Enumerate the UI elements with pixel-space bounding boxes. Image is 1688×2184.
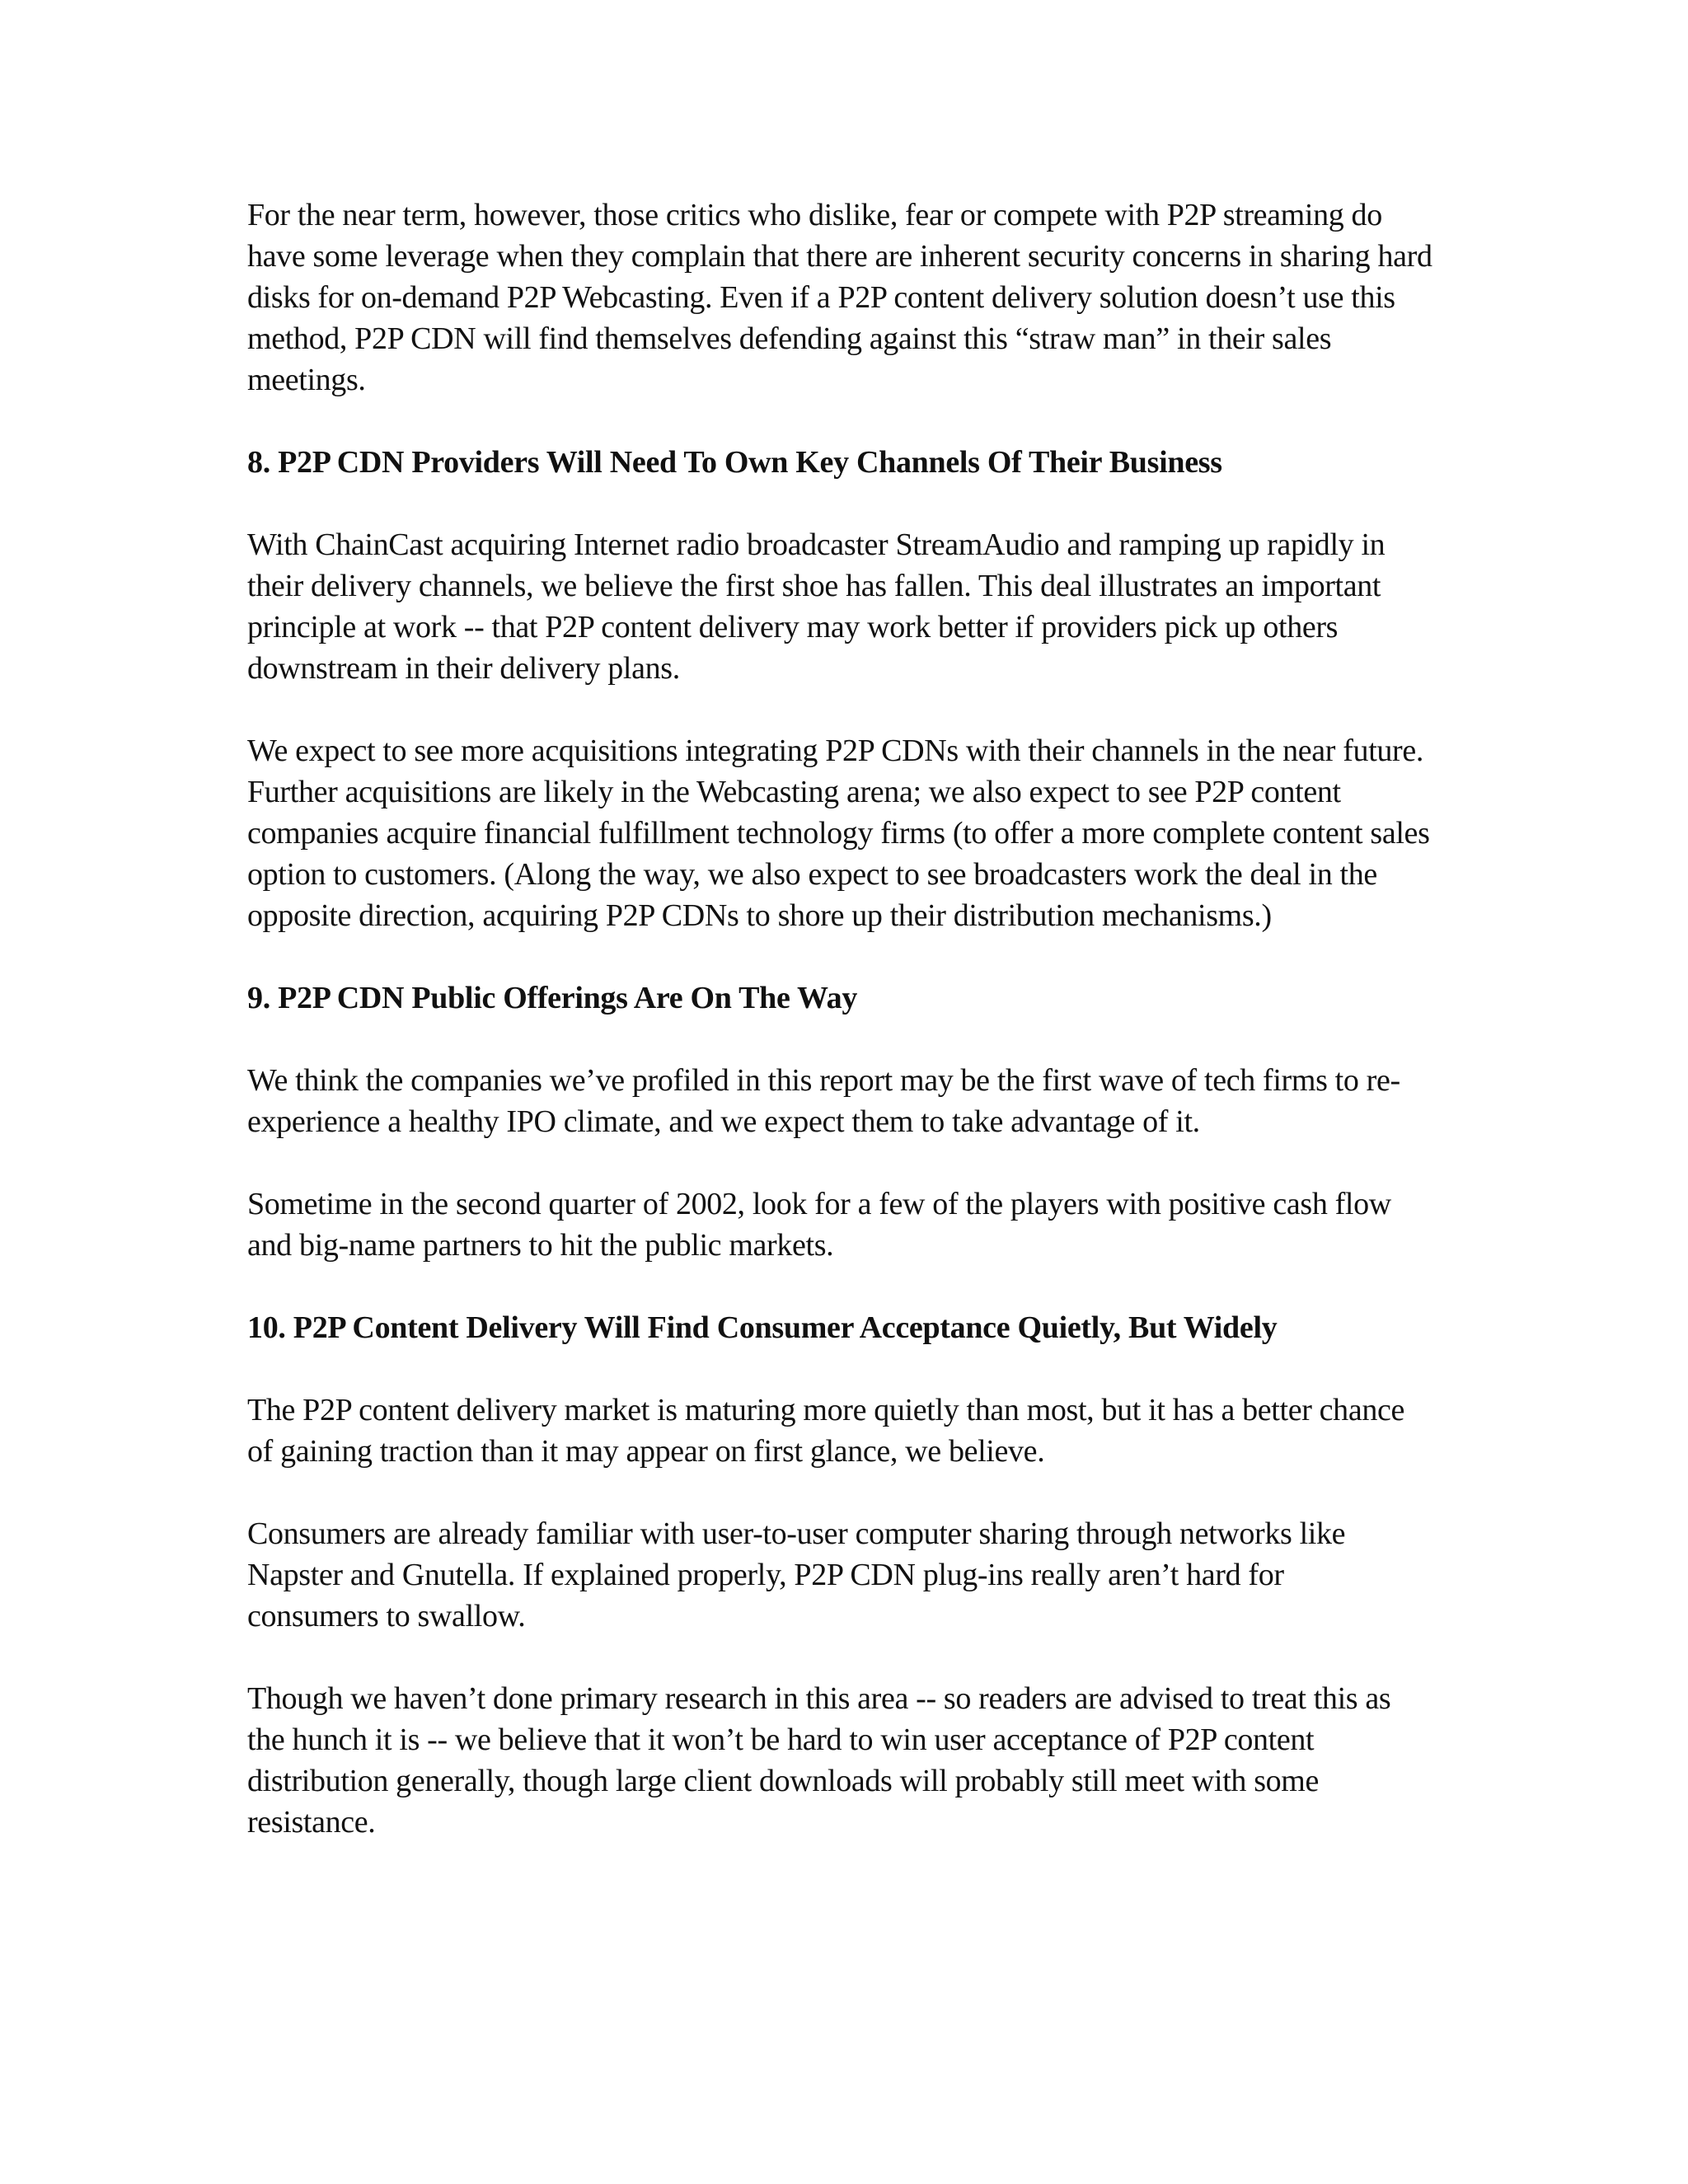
paragraph-chaincast: With ChainCast acquiring Internet radio broadcaster StreamAudio and ramping up rapidly in their delivery channels, we believe the first shoe has fallen. This deal illustrates an important principle at work -- that P2P content delivery may work better if providers pick up others downstream in their delivery plans. [247,527,1386,686]
paragraph-ipo-climate: We think the companies we’ve profiled in this report may be the first wave of tech firms to re- experience a healthy IPO climate, and we expect them to take advantage of it. [247,1063,1400,1139]
paragraph-market-maturing: The P2P content delivery market is maturing more quietly than most, but it has a better chance of gaining traction than it may appear on first glance, we believe. [247,1393,1405,1469]
section-heading-8: 8. P2P CDN Providers Will Need To Own Key Channels Of Their Business [247,445,1222,480]
paragraph-consumer-familiarity: Consumers are already familiar with user-to-user computer sharing through networks like Napster and Gnutella. If explained properly, P2P CDN plug-ins really aren’t hard for consumers to swallow. [247,1516,1346,1633]
paragraph-user-acceptance: Though we haven’t done primary research in this area -- so readers are advised to treat this as the hunch it is -- we believe that it won’t be hard to win user acceptance of P2P content distribution generally, though large client downloads will probably still meet with some resistance. [247,1681,1391,1840]
section-heading-10: 10. P2P Content Delivery Will Find Consumer Acceptance Quietly, But Widely [247,1310,1278,1345]
paragraph-public-markets: Sometime in the second quarter of 2002, look for a few of the players with positive cash flow and big-name partners to hit the public markets. [247,1187,1391,1263]
section-heading-9: 9. P2P CDN Public Offerings Are On The Way [247,981,858,1015]
paragraph-acquisitions: We expect to see more acquisitions integrating P2P CDNs with their channels in the near future. Further acquisitions are likely in the Webcasting arena; we also expect to see P2P content companies acquire financial fulfillment technology firms (to offer a more complete content sales option to customers. (Along the way, we also expect to see broadcasters work the deal in the opposite direction, acquiring P2P CDNs to shore up their distribution mechanisms.) [247,733,1430,933]
document-page [247,194,1451,1884]
paragraph-security-concerns: For the near term, however, those critics who dislike, fear or compete with P2P streaming do have some leverage when they complain that there are inherent security concerns in sharing hard disks for on-demand P2P Webcasting. Even if a P2P content delivery solution doesn’t use this method, P2P CDN will find themselves defending against this “straw man” in their sales meetings. [247,198,1432,397]
